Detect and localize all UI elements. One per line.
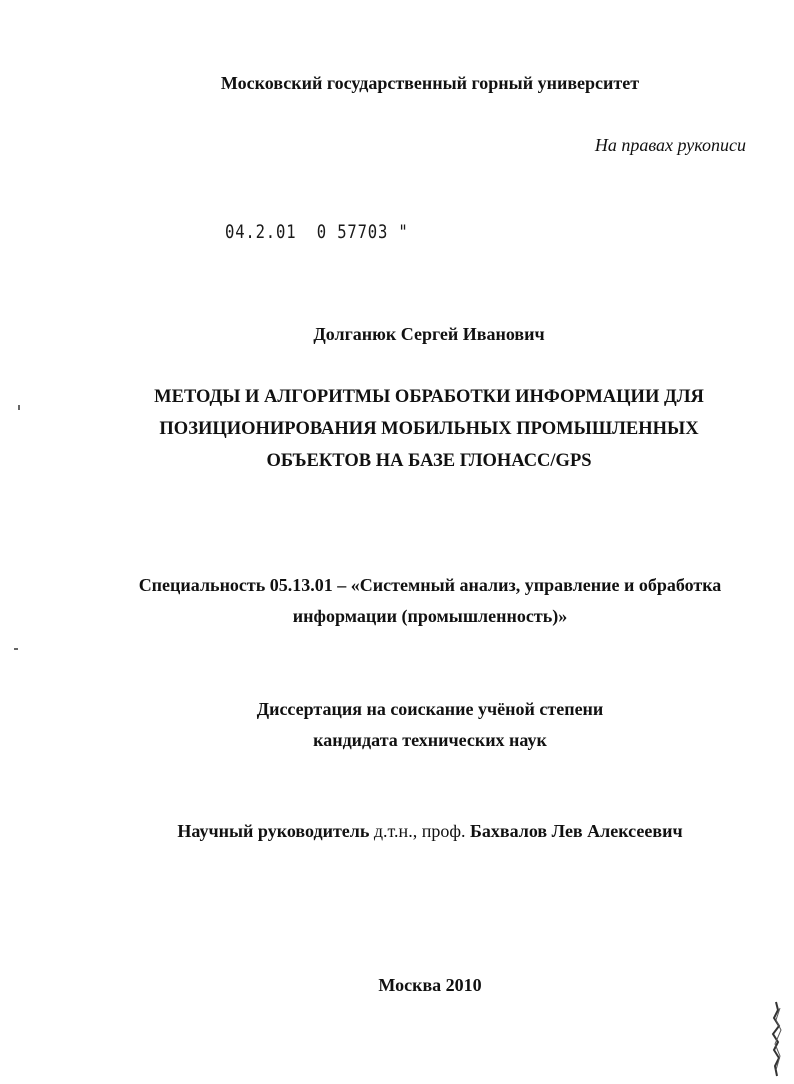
dissertation-title (0, 381, 794, 477)
archive-stamp-number: 04.2.01 0 57703 " (225, 221, 409, 243)
edge-scribble-mark (764, 1000, 786, 1078)
supervisor-name: Бахвалов Лев Алексеевич (470, 821, 683, 841)
title-line-1: МЕТОДЫ И АЛГОРИТМЫ ОБРАБОТКИ ИНФОРМАЦИИ ДЛЯ (154, 387, 704, 407)
specialty-line-2: информации (промышленность)» (292, 606, 568, 626)
scan-mark (18, 405, 20, 410)
supervisor-degree: д.т.н., проф. (373, 821, 470, 841)
scan-mark (14, 648, 18, 650)
supervisor-label: Научный руководитель (177, 821, 374, 841)
supervisor (0, 821, 794, 842)
author-name: Долганюк Сергей Иванович (313, 324, 545, 344)
degree-line-2: кандидата технических наук (313, 730, 547, 750)
city-year: Москва 2010 (378, 975, 482, 995)
title-line-3: ОБЪЕКТОВ НА БАЗЕ ГЛОНАСС/GPS (266, 451, 592, 471)
specialty-line-1: Специальность 05.13.01 – «Системный анализ, управление и обработка (138, 575, 722, 595)
degree-statement (0, 694, 794, 756)
university-name: Московский государственный горный университет (220, 73, 640, 93)
specialty (0, 570, 794, 632)
degree-line-1: Диссертация на соискание учёной степени (256, 699, 604, 719)
title-line-2: ПОЗИЦИОНИРОВАНИЯ МОБИЛЬНЫХ ПРОМЫШЛЕННЫХ (159, 419, 699, 439)
rights-note: На правах рукописи (594, 135, 746, 155)
